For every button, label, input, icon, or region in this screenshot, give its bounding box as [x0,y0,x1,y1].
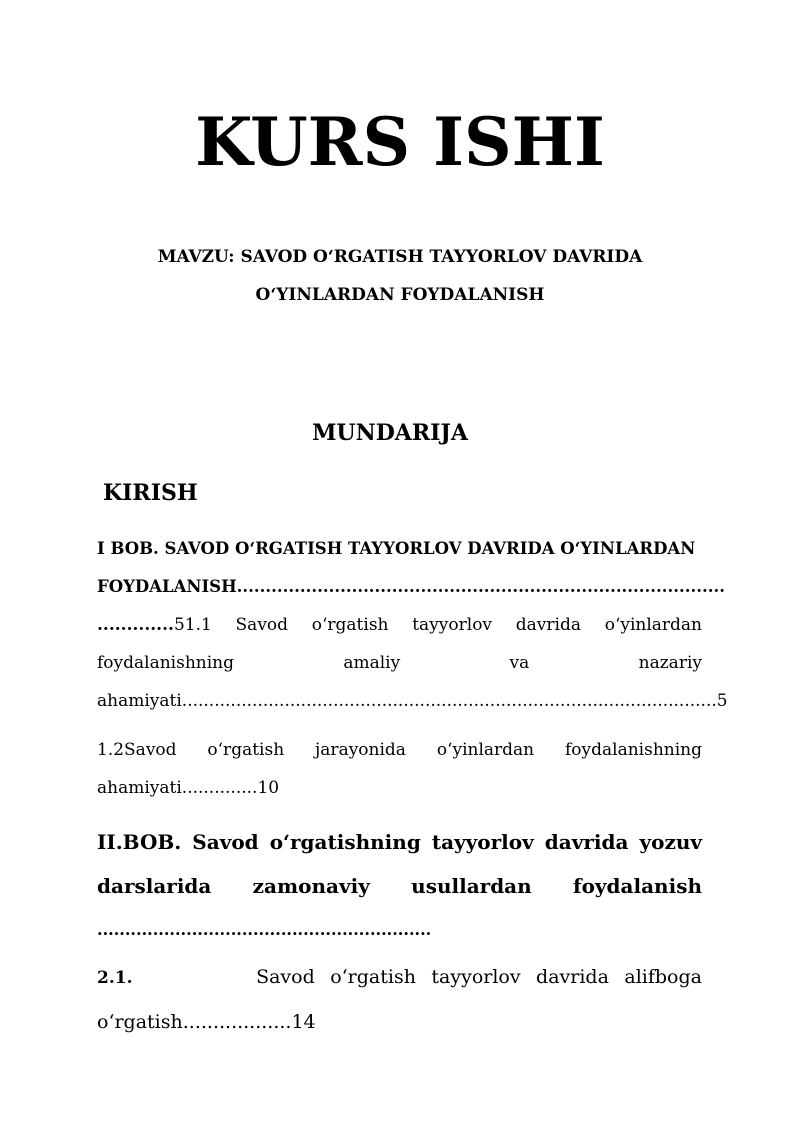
toc-chapter-2 [97,820,702,952]
toc-section-1-1 [97,606,728,720]
toc-section-2-1-line-2: o‘rgatish..................14 [97,1011,316,1033]
toc-chapter-2-line-1: II.BOB. Savod o‘rgatishning tayyorlov davrida yozuv [97,830,702,854]
toc-chapter-1-line-1: I BOB. SAVOD O‘RGATISH TAYYORLOV DAVRIDA O‘YINLARDAN [97,539,696,558]
toc-section-2-1-number: 2.1. [97,968,133,988]
subject-heading [0,238,800,314]
toc-intro: KIRISH [103,480,198,506]
toc-section-1-1-line-3: ahamiyati...................................................................................................5 [97,691,728,711]
toc-chapter-1 [97,530,725,606]
toc-section-1-2 [97,731,702,807]
toc-section-1-2-line-2: ahamiyati..............10 [97,778,280,798]
toc-chapter-2-line-2: darslarida zamonaviy usullardan foydalanish [97,874,702,898]
toc-section-2-1 [97,955,702,1044]
toc-section-2-1-line-1 [97,955,702,1000]
toc-section-1-1-line-1 [97,606,702,644]
subject-line-1: MAVZU: SAVOD O‘RGATISH TAYYORLOV DAVRIDA [157,247,643,267]
toc-section-1-2-line-1: 1.2Savod o‘rgatish jarayonida o‘yinlardan foydalanishning [97,740,702,760]
toc-section-1-1-text: 51.1 Savod o‘rgatish tayyorlov davrida o‘yinlardan [173,615,702,635]
toc-section-1-1-line-2: foydalanishning amaliy va nazariy [97,653,702,673]
toc-chapter-2-line-3: ............................................................ [97,920,432,939]
toc-chapter-1-line-2: FOYDALANISH..................................................................................... [97,577,725,596]
document-title: KURS ISHI [195,103,605,181]
subject-line-2: O‘YINLARDAN FOYDALANISH [255,285,545,305]
toc-section-2-1-text: Savod o‘rgatish tayyorlov davrida alifboga [256,966,702,988]
toc-heading: MUNDARIJA [312,420,468,446]
toc-section-1-1-leader: ............. [97,615,174,635]
